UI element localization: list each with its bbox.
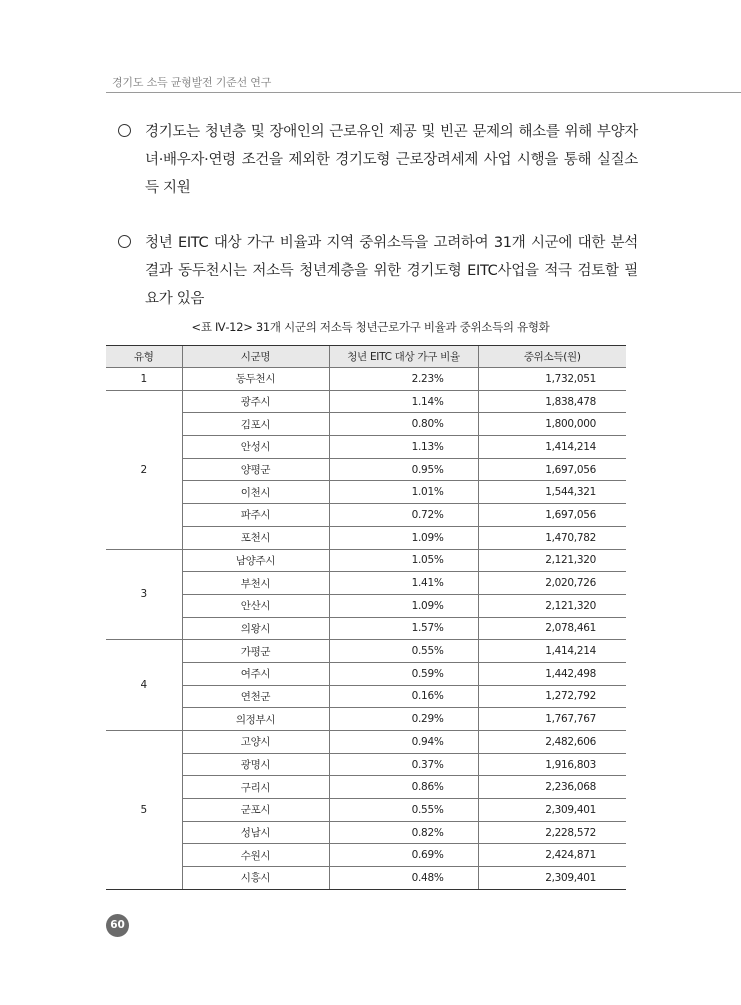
cell-city: 이천시 xyxy=(182,481,329,504)
cell-city: 연천군 xyxy=(182,685,329,708)
cell-type: 1 xyxy=(106,368,182,391)
cell-income: 1,470,782 xyxy=(478,526,626,549)
bullet-paragraph xyxy=(118,118,638,202)
table-row xyxy=(106,708,626,731)
cell-ratio: 0.69% xyxy=(329,844,478,867)
cell-income: 1,697,056 xyxy=(478,504,626,527)
table-row xyxy=(106,731,626,754)
cell-income: 2,228,572 xyxy=(478,821,626,844)
cell-ratio: 1.41% xyxy=(329,572,478,595)
cell-income: 2,236,068 xyxy=(478,776,626,799)
column-header-type: 유형 xyxy=(106,346,182,368)
bullet-text: 경기도는 청년층 및 장애인의 근로유인 제공 및 빈곤 문제의 해소를 위해 부양자녀·배우자·연령 조건을 제외한 경기도형 근로장려세제 사업 시행을 통해 실질소득 지원 xyxy=(145,124,638,196)
table-row xyxy=(106,572,626,595)
column-header-city: 시군명 xyxy=(182,346,329,368)
circle-bullet-icon xyxy=(118,124,131,137)
bullet-text: 청년 EITC 대상 가구 비율과 지역 중위소득을 고려하여 31개 시군에 대한 분석결과 동두천시는 저소득 청년계층을 위한 경기도형 EITC사업을 적극 검토할 필요가 있음 xyxy=(145,235,638,307)
cell-city: 양평군 xyxy=(182,458,329,481)
cell-city: 구리시 xyxy=(182,776,329,799)
table-row xyxy=(106,436,626,459)
cell-income: 1,442,498 xyxy=(478,662,626,685)
cell-ratio: 0.94% xyxy=(329,731,478,754)
running-head-title: 경기도 소득 균형발전 기준선 연구 xyxy=(112,76,272,89)
cell-city: 동두천시 xyxy=(182,368,329,391)
cell-income: 1,767,767 xyxy=(478,708,626,731)
cell-income: 2,424,871 xyxy=(478,844,626,867)
table-row xyxy=(106,526,626,549)
cell-ratio: 1.09% xyxy=(329,594,478,617)
cell-city: 성남시 xyxy=(182,821,329,844)
cell-ratio: 0.16% xyxy=(329,685,478,708)
cell-type: 3 xyxy=(106,549,182,640)
data-table xyxy=(106,345,626,890)
cell-city: 의정부시 xyxy=(182,708,329,731)
cell-income: 1,414,214 xyxy=(478,436,626,459)
cell-type: 5 xyxy=(106,731,182,890)
cell-ratio: 1.13% xyxy=(329,436,478,459)
cell-income: 2,482,606 xyxy=(478,731,626,754)
cell-city: 의왕시 xyxy=(182,617,329,640)
cell-city: 고양시 xyxy=(182,731,329,754)
cell-income: 2,309,401 xyxy=(478,867,626,890)
cell-type: 4 xyxy=(106,640,182,731)
table-header-row xyxy=(106,346,626,368)
table-row xyxy=(106,458,626,481)
cell-income: 1,697,056 xyxy=(478,458,626,481)
cell-ratio: 0.95% xyxy=(329,458,478,481)
cell-income: 1,732,051 xyxy=(478,368,626,391)
cell-city: 여주시 xyxy=(182,662,329,685)
table-row xyxy=(106,753,626,776)
cell-income: 1,916,803 xyxy=(478,753,626,776)
cell-income: 1,838,478 xyxy=(478,390,626,413)
cell-ratio: 0.80% xyxy=(329,413,478,436)
cell-ratio: 1.14% xyxy=(329,390,478,413)
table-row xyxy=(106,821,626,844)
table-row xyxy=(106,685,626,708)
table-row xyxy=(106,390,626,413)
cell-city: 가평군 xyxy=(182,640,329,663)
table-row xyxy=(106,844,626,867)
cell-income: 1,272,792 xyxy=(478,685,626,708)
page-number: 60 xyxy=(106,914,129,937)
cell-city: 안성시 xyxy=(182,436,329,459)
cell-city: 남양주시 xyxy=(182,549,329,572)
cell-city: 군포시 xyxy=(182,799,329,822)
header-divider xyxy=(106,92,741,93)
cell-city: 광주시 xyxy=(182,390,329,413)
table-row xyxy=(106,413,626,436)
table-row xyxy=(106,640,626,663)
cell-city: 안산시 xyxy=(182,594,329,617)
table-caption: <표 Ⅳ-12> 31개 시군의 저소득 청년근로가구 비율과 중위소득의 유형화 xyxy=(191,320,550,334)
cell-ratio: 1.57% xyxy=(329,617,478,640)
table-row xyxy=(106,799,626,822)
cell-income: 1,414,214 xyxy=(478,640,626,663)
cell-income: 2,121,320 xyxy=(478,594,626,617)
cell-ratio: 0.82% xyxy=(329,821,478,844)
circle-bullet-icon xyxy=(118,235,131,248)
column-header-ratio: 청년 EITC 대상 가구 비율 xyxy=(329,346,478,368)
cell-city: 수원시 xyxy=(182,844,329,867)
table-row xyxy=(106,549,626,572)
table-row xyxy=(106,594,626,617)
cell-ratio: 0.48% xyxy=(329,867,478,890)
table-row xyxy=(106,368,626,391)
table-row xyxy=(106,662,626,685)
table-row xyxy=(106,776,626,799)
table-row xyxy=(106,481,626,504)
cell-ratio: 0.55% xyxy=(329,799,478,822)
cell-type: 2 xyxy=(106,390,182,549)
cell-city: 시흥시 xyxy=(182,867,329,890)
table-row xyxy=(106,617,626,640)
table-body xyxy=(106,368,626,890)
cell-ratio: 0.59% xyxy=(329,662,478,685)
cell-ratio: 1.05% xyxy=(329,549,478,572)
table-row xyxy=(106,867,626,890)
cell-ratio: 0.72% xyxy=(329,504,478,527)
cell-ratio: 0.86% xyxy=(329,776,478,799)
cell-ratio: 2.23% xyxy=(329,368,478,391)
cell-ratio: 0.29% xyxy=(329,708,478,731)
cell-income: 2,078,461 xyxy=(478,617,626,640)
cell-city: 파주시 xyxy=(182,504,329,527)
cell-income: 1,544,321 xyxy=(478,481,626,504)
bullet-paragraph xyxy=(118,229,638,313)
cell-city: 김포시 xyxy=(182,413,329,436)
cell-income: 1,800,000 xyxy=(478,413,626,436)
cell-income: 2,020,726 xyxy=(478,572,626,595)
cell-city: 광명시 xyxy=(182,753,329,776)
cell-income: 2,309,401 xyxy=(478,799,626,822)
cell-ratio: 1.09% xyxy=(329,526,478,549)
cell-ratio: 1.01% xyxy=(329,481,478,504)
table-row xyxy=(106,504,626,527)
cell-ratio: 0.55% xyxy=(329,640,478,663)
cell-city: 부천시 xyxy=(182,572,329,595)
cell-income: 2,121,320 xyxy=(478,549,626,572)
cell-city: 포천시 xyxy=(182,526,329,549)
cell-ratio: 0.37% xyxy=(329,753,478,776)
column-header-income: 중위소득(원) xyxy=(478,346,626,368)
